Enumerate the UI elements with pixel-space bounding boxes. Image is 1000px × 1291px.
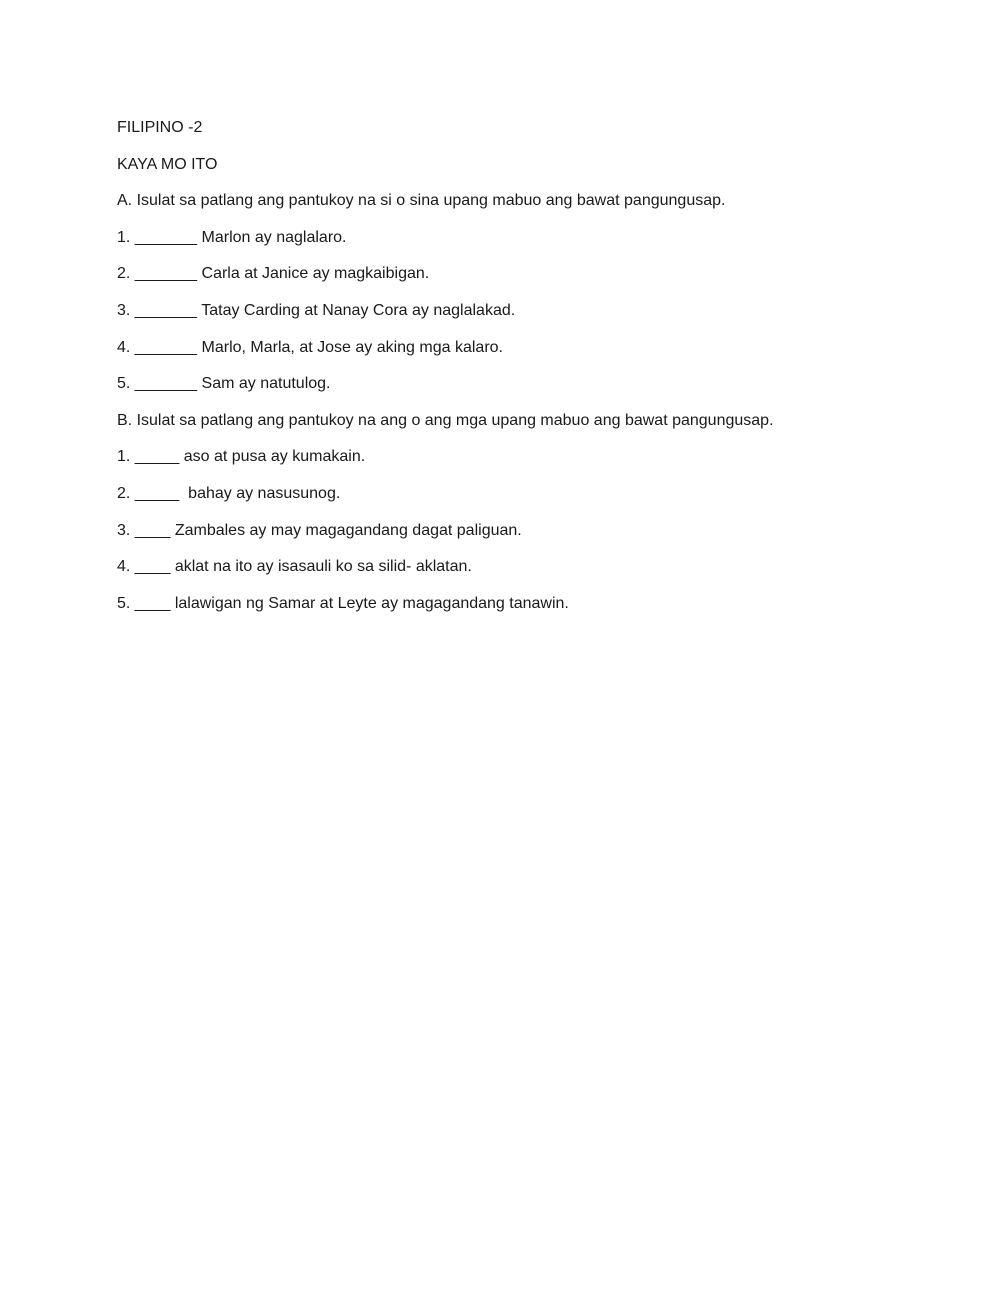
- worksheet-content: [117, 118, 957, 630]
- section-b-item-3: 3. ____ Zambales ay may magagandang dagat paliguan.: [117, 521, 522, 539]
- section-a-item-4: 4. _______ Marlo, Marla, at Jose ay aking mga kalaro.: [117, 338, 503, 356]
- worksheet-heading: KAYA MO ITO: [117, 155, 218, 173]
- section-b-instruction: B. Isulat sa patlang ang pantukoy na ang o ang mga upang mabuo ang bawat pangungusap.: [117, 411, 774, 429]
- section-a-item-3: 3. _______ Tatay Carding at Nanay Cora ay naglalakad.: [117, 301, 516, 319]
- section-a-item-2: 2. _______ Carla at Janice ay magkaibigan.: [117, 265, 430, 283]
- section-a-item-1: 1. _______ Marlon ay naglalaro.: [117, 228, 347, 246]
- section-a-instruction: A. Isulat sa patlang ang pantukoy na si o sina upang mabuo ang bawat pangungusap.: [117, 192, 726, 210]
- subject-title: FILIPINO -2: [117, 119, 203, 136]
- section-b-item-5: 5. ____ lalawigan ng Samar at Leyte ay magagandang tanawin.: [117, 594, 569, 612]
- section-b-item-1: 1. _____ aso at pusa ay kumakain.: [117, 448, 366, 466]
- section-b-item-4: 4. ____ aklat na ito ay isasauli ko sa silid- aklatan.: [117, 558, 472, 576]
- section-a-item-5: 5. _______ Sam ay natutulog.: [117, 375, 331, 393]
- section-b-item-2: 2. _____ bahay ay nasusunog.: [117, 484, 341, 502]
